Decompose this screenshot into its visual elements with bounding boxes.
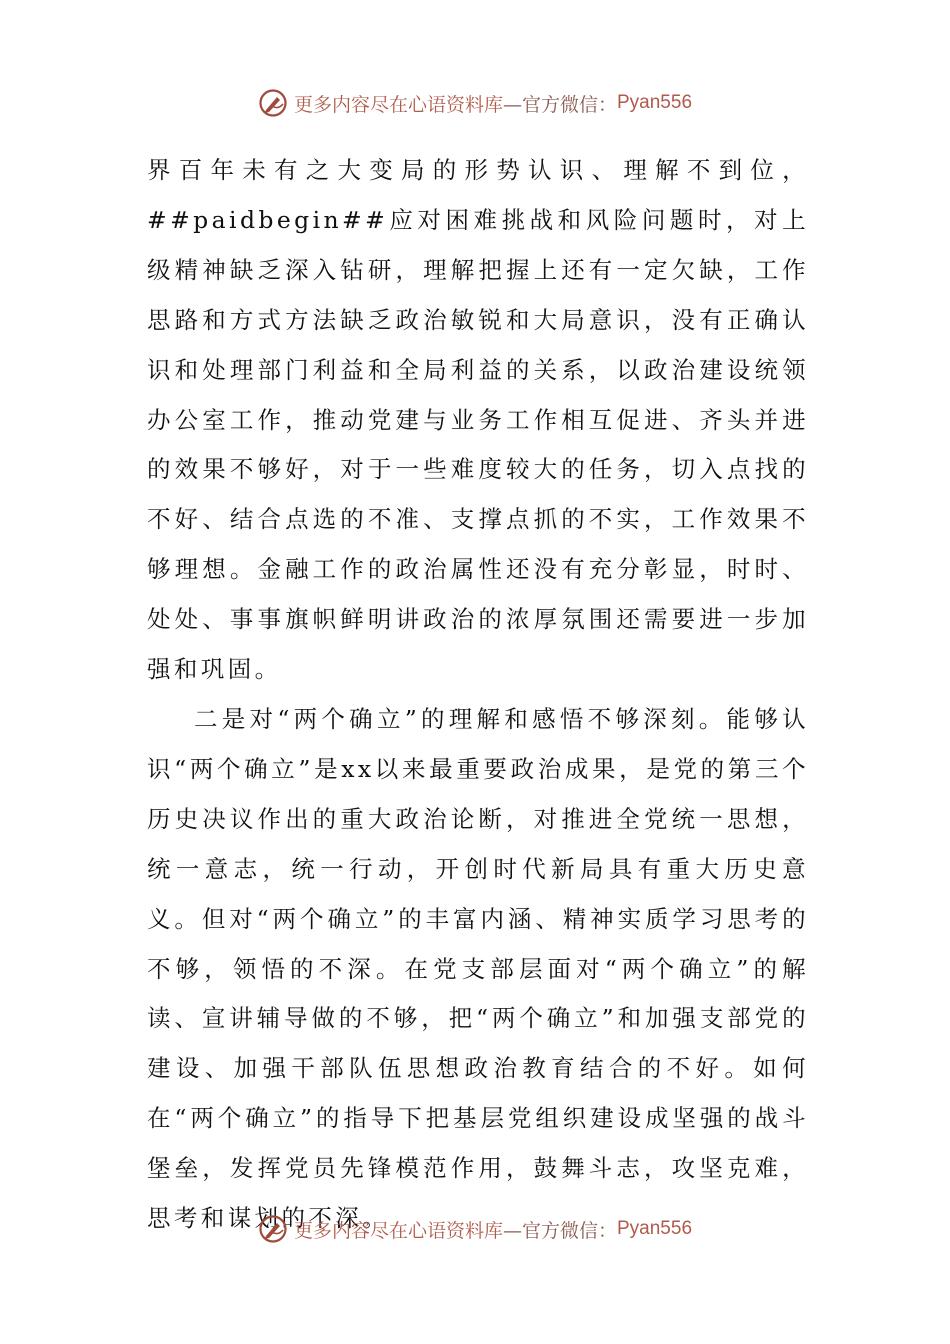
footer-banner	[0, 1209, 950, 1249]
body-paragraph-2: 二是对“两个确立”的理解和感悟不够深刻。能够认识“两个确立”是xx以来最重要政治成果，是党的第三个历史决议作出的重大政治论断，对推进全党统一思想，统一意志，统一行动，开创时代新局具有重大历史意义。但对“两个确立”的丰富内涵、精神实质学习思考的不够，领悟的不深。在党支部层面对“两个确立”的解读、宣讲辅导做的不够，把“两个确立”和加强支部党的建设、加强干部队伍思想政治教育结合的不好。如何在“两个确立”的指导下把基层党组织建设成坚强的战斗堡垒，发挥党员先锋模范作用，鼓舞斗志，攻坚克难，思考和谋划的不深。	[147, 704, 809, 1233]
banner-wechat-id: Pyan556	[617, 1218, 693, 1239]
banner-site-text: 更多内容尽在心语资料库	[293, 1219, 503, 1242]
pen-logo-icon	[258, 88, 288, 118]
banner-wechat-id: Pyan556	[617, 92, 693, 113]
header-banner	[0, 83, 950, 123]
document-body	[147, 146, 809, 1244]
banner-wechat-label: —官方微信：	[502, 93, 617, 116]
banner-wechat-label: —官方微信：	[502, 1219, 617, 1242]
body-paragraph-1: 界百年未有之大变局的形势认识、理解不到位，##paidbegin##应对困难挑战和风险问题时，对上级精神缺乏深入钻研，理解把握上还有一定欠缺，工作思路和方式方法缺乏政治敏锐和大局意识，没有正确认识和处理部门利益和全局利益的关系，以政治建设统领办公室工作，推动党建与业务工作相互促进、齐头并进的效果不够好，对于一些难度较大的任务，切入点找的不好、结合点选的不准、支撑点抓的不实，工作效果不够理想。金融工作的政治属性还没有充分彰显，时时、处处、事事旗帜鲜明讲政治的浓厚氛围还需要进一步加强和巩固。	[147, 156, 809, 684]
banner-site-text: 更多内容尽在心语资料库	[293, 93, 503, 116]
pen-logo-icon	[258, 1214, 288, 1244]
